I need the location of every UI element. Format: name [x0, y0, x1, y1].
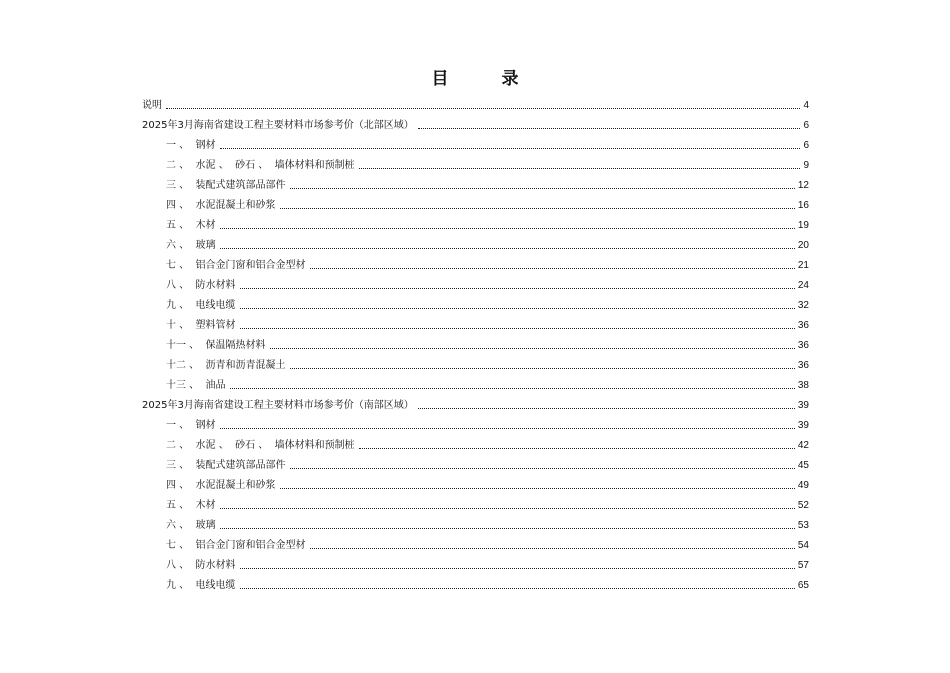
toc-entry-page-number: 42: [797, 440, 809, 451]
toc-entry[interactable]: [142, 132, 809, 152]
toc-entry-page-number: 32: [797, 300, 809, 311]
dot-leader: [220, 507, 795, 509]
toc-entry[interactable]: [142, 232, 809, 252]
dot-leader: [290, 367, 795, 369]
dot-leader: [240, 287, 795, 289]
toc-entry-label: 一 、 钢材: [166, 140, 216, 151]
toc-entry-page-number: 20: [797, 240, 809, 251]
table-of-contents: [142, 92, 809, 592]
toc-entry-page-number: 9: [803, 160, 809, 171]
toc-entry-label: 五 、 木材: [166, 220, 216, 231]
toc-entry[interactable]: [142, 452, 809, 472]
toc-entry-page-number: 38: [797, 380, 809, 391]
toc-entry[interactable]: [142, 472, 809, 492]
toc-entry-label: 三 、 装配式建筑部品部件: [166, 460, 286, 471]
dot-leader: [220, 147, 801, 149]
toc-entry[interactable]: [142, 192, 809, 212]
page-title: 目 录: [431, 69, 537, 89]
toc-entry-page-number: 19: [797, 220, 809, 231]
toc-entry-label: 九 、 电线电缆: [166, 580, 236, 591]
toc-entry-page-number: 39: [797, 400, 809, 411]
toc-entry-page-number: 21: [797, 260, 809, 271]
toc-entry-page-number: 36: [797, 340, 809, 351]
toc-entry-label: 2025年3月海南省建设工程主要材料市场参考价（南部区域）: [142, 400, 414, 411]
dot-leader: [220, 527, 795, 529]
toc-entry-page-number: 54: [797, 540, 809, 551]
toc-entry[interactable]: [142, 512, 809, 532]
toc-entry-label: 三 、 装配式建筑部品部件: [166, 180, 286, 191]
toc-entry-label: 四 、 水泥混凝土和砂浆: [166, 480, 276, 491]
toc-entry-page-number: 52: [797, 500, 809, 511]
toc-entry[interactable]: [142, 172, 809, 192]
toc-entry[interactable]: [142, 272, 809, 292]
toc-entry-label: 六 、 玻璃: [166, 240, 216, 251]
dot-leader: [220, 247, 795, 249]
toc-entry[interactable]: [142, 312, 809, 332]
toc-entry[interactable]: [142, 252, 809, 272]
toc-entry-label: 十 、 塑料管材: [166, 320, 236, 331]
dot-leader: [240, 587, 795, 589]
dot-leader: [310, 267, 795, 269]
toc-entry-label: 七 、 铝合金门窗和铝合金型材: [166, 540, 306, 551]
toc-entry-label: 六 、 玻璃: [166, 520, 216, 531]
toc-entry[interactable]: [142, 552, 809, 572]
toc-entry-label: 九 、 电线电缆: [166, 300, 236, 311]
dot-leader: [359, 447, 795, 449]
toc-entry[interactable]: [142, 432, 809, 452]
toc-entry-page-number: 53: [797, 520, 809, 531]
toc-entry-page-number: 65: [797, 580, 809, 591]
dot-leader: [240, 567, 795, 569]
toc-entry-label: 十一 、 保温隔热材料: [166, 340, 266, 351]
toc-entry-page-number: 12: [797, 180, 809, 191]
toc-entry-label: 十三 、 油品: [166, 380, 226, 391]
dot-leader: [230, 387, 795, 389]
toc-entry[interactable]: [142, 372, 809, 392]
dot-leader: [359, 167, 801, 169]
toc-entry[interactable]: [142, 572, 809, 592]
toc-entry-label: 说明: [142, 100, 162, 111]
toc-entry[interactable]: [142, 492, 809, 512]
toc-entry-label: 七 、 铝合金门窗和铝合金型材: [166, 260, 306, 271]
toc-entry-label: 二 、 水泥 、 砂石 、 墙体材料和预制桩: [166, 160, 355, 171]
toc-entry-page-number: 16: [797, 200, 809, 211]
toc-entry-label: 五 、 木材: [166, 500, 216, 511]
dot-leader: [166, 107, 800, 109]
toc-entry-page-number: 36: [797, 320, 809, 331]
toc-entry[interactable]: [142, 412, 809, 432]
toc-entry-label: 二 、 水泥 、 砂石 、 墙体材料和预制桩: [166, 440, 355, 451]
dot-leader: [418, 127, 801, 129]
toc-entry[interactable]: [142, 352, 809, 372]
dot-leader: [418, 407, 795, 409]
dot-leader: [240, 327, 795, 329]
dot-leader: [280, 487, 795, 489]
dot-leader: [310, 547, 795, 549]
dot-leader: [220, 427, 795, 429]
dot-leader: [220, 227, 795, 229]
dot-leader: [290, 187, 795, 189]
toc-entry-label: 四 、 水泥混凝土和砂浆: [166, 200, 276, 211]
toc-entry-label: 八 、 防水材料: [166, 560, 236, 571]
dot-leader: [290, 467, 795, 469]
toc-entry-label: 一 、 钢材: [166, 420, 216, 431]
toc-entry-page-number: 39: [797, 420, 809, 431]
toc-entry[interactable]: [142, 392, 809, 412]
toc-entry[interactable]: [142, 332, 809, 352]
toc-entry-label: 八 、 防水材料: [166, 280, 236, 291]
toc-entry-page-number: 6: [803, 120, 809, 131]
toc-entry-page-number: 57: [797, 560, 809, 571]
toc-entry[interactable]: [142, 532, 809, 552]
toc-entry-page-number: 45: [797, 460, 809, 471]
toc-entry-page-number: 36: [797, 360, 809, 371]
dot-leader: [280, 207, 795, 209]
toc-entry-page-number: 4: [803, 100, 809, 111]
toc-entry-page-number: 6: [803, 140, 809, 151]
toc-entry[interactable]: [142, 92, 809, 112]
toc-entry[interactable]: [142, 212, 809, 232]
toc-entry-page-number: 24: [797, 280, 809, 291]
toc-entry[interactable]: [142, 292, 809, 312]
toc-entry-label: 2025年3月海南省建设工程主要材料市场参考价（北部区域）: [142, 120, 414, 131]
toc-entry[interactable]: [142, 152, 809, 172]
toc-entry-page-number: 49: [797, 480, 809, 491]
dot-leader: [240, 307, 795, 309]
dot-leader: [270, 347, 795, 349]
toc-entry-label: 十二 、 沥青和沥青混凝土: [166, 360, 286, 371]
toc-entry[interactable]: [142, 112, 809, 132]
